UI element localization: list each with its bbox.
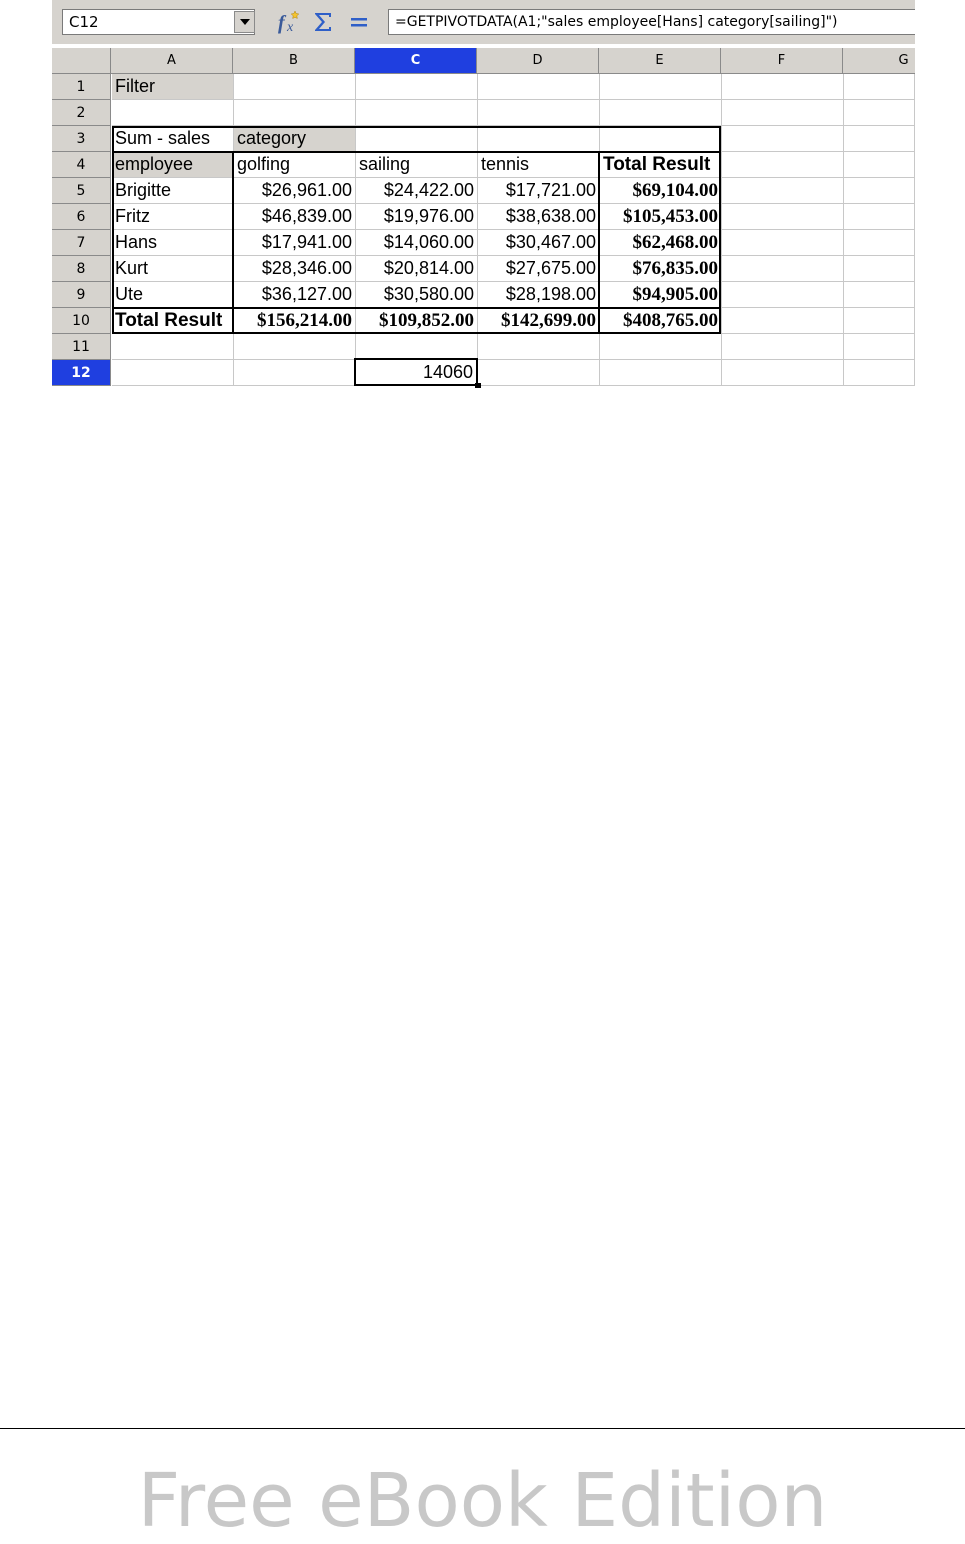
- cell-b9[interactable]: $36,127.00: [234, 282, 356, 308]
- cell-g2[interactable]: [844, 100, 915, 126]
- cell-e6[interactable]: $105,453.00: [600, 204, 722, 230]
- cell-f5[interactable]: [722, 178, 844, 204]
- cell-f10[interactable]: [722, 308, 844, 334]
- cell-f6[interactable]: [722, 204, 844, 230]
- cell-g11[interactable]: [844, 334, 915, 360]
- cell-g8[interactable]: [844, 256, 915, 282]
- row-header-10[interactable]: 10: [52, 308, 111, 334]
- cell-f1[interactable]: [722, 74, 844, 100]
- cell-d12[interactable]: [478, 360, 600, 386]
- equals-button[interactable]: [346, 8, 372, 36]
- select-all-corner[interactable]: [52, 48, 111, 74]
- svg-text:x: x: [287, 20, 294, 35]
- row-header-8[interactable]: 8: [52, 256, 111, 282]
- column-header-b[interactable]: B: [233, 48, 355, 74]
- cell-a12[interactable]: [112, 360, 234, 386]
- cell-g3[interactable]: [844, 126, 915, 152]
- cell-a9[interactable]: Ute: [112, 282, 234, 308]
- cell-g7[interactable]: [844, 230, 915, 256]
- cell-e11[interactable]: [600, 334, 722, 360]
- svg-text:f: f: [278, 12, 285, 34]
- cell-f7[interactable]: [722, 230, 844, 256]
- column-header-f[interactable]: F: [721, 48, 843, 74]
- cell-c6[interactable]: $19,976.00: [356, 204, 478, 230]
- cell-e9[interactable]: $94,905.00: [600, 282, 722, 308]
- formula-bar: [52, 0, 915, 44]
- row-header-5[interactable]: 5: [52, 178, 111, 204]
- cell-a3[interactable]: Sum - sales: [112, 126, 234, 152]
- spreadsheet-window: [52, 0, 915, 388]
- cell-d5[interactable]: $17,721.00: [478, 178, 600, 204]
- cell-b10[interactable]: $156,214.00: [234, 308, 356, 334]
- cell-c2[interactable]: [356, 100, 478, 126]
- cell-a7[interactable]: Hans: [112, 230, 234, 256]
- cell-d7[interactable]: $30,467.00: [478, 230, 600, 256]
- cell-a11[interactable]: [112, 334, 234, 360]
- cell-c5[interactable]: $24,422.00: [356, 178, 478, 204]
- cell-f11[interactable]: [722, 334, 844, 360]
- cell-a10[interactable]: Total Result: [112, 308, 234, 334]
- cell-e10[interactable]: $408,765.00: [600, 308, 722, 334]
- cell-f4[interactable]: [722, 152, 844, 178]
- cell-f9[interactable]: [722, 282, 844, 308]
- column-headers: [52, 48, 915, 74]
- column-header-d[interactable]: D: [477, 48, 599, 74]
- equals-icon: [348, 11, 370, 33]
- row-header-12[interactable]: 12: [52, 360, 111, 386]
- chevron-down-icon: [240, 19, 250, 25]
- sum-button[interactable]: [310, 8, 336, 36]
- column-header-e[interactable]: E: [599, 48, 721, 74]
- cell-a6[interactable]: Fritz: [112, 204, 234, 230]
- row-header-1[interactable]: 1: [52, 74, 111, 100]
- cell-d6[interactable]: $38,638.00: [478, 204, 600, 230]
- fill-handle[interactable]: [475, 383, 481, 388]
- cell-d8[interactable]: $27,675.00: [478, 256, 600, 282]
- cell-f3[interactable]: [722, 126, 844, 152]
- cell-a1[interactable]: Filter: [112, 74, 234, 100]
- cell-f12[interactable]: [722, 360, 844, 386]
- function-wizard-icon: [276, 9, 302, 35]
- cell-d4[interactable]: tennis: [478, 152, 600, 178]
- cell-c1[interactable]: [356, 74, 478, 100]
- cell-b8[interactable]: $28,346.00: [234, 256, 356, 282]
- cell-g1[interactable]: [844, 74, 915, 100]
- cell-b7[interactable]: $17,941.00: [234, 230, 356, 256]
- cell-c3[interactable]: [356, 126, 478, 152]
- sum-icon: [311, 10, 335, 34]
- cell-a8[interactable]: Kurt: [112, 256, 234, 282]
- cell-d11[interactable]: [478, 334, 600, 360]
- cell-c9[interactable]: $30,580.00: [356, 282, 478, 308]
- row-header-2[interactable]: 2: [52, 100, 111, 126]
- cell-g6[interactable]: [844, 204, 915, 230]
- cell-e12[interactable]: [600, 360, 722, 386]
- cell-g10[interactable]: [844, 308, 915, 334]
- cell-b2[interactable]: [234, 100, 356, 126]
- cell-d2[interactable]: [478, 100, 600, 126]
- cell-d10[interactable]: $142,699.00: [478, 308, 600, 334]
- cell-e2[interactable]: [600, 100, 722, 126]
- cell-b3[interactable]: category: [234, 126, 356, 152]
- cell-g12[interactable]: [844, 360, 915, 386]
- cell-d3[interactable]: [478, 126, 600, 152]
- cell-g9[interactable]: [844, 282, 915, 308]
- cell-b12[interactable]: [234, 360, 356, 386]
- cell-a4[interactable]: employee: [112, 152, 234, 178]
- cell-a5[interactable]: Brigitte: [112, 178, 234, 204]
- row-header-4[interactable]: 4: [52, 152, 111, 178]
- cell-e7[interactable]: $62,468.00: [600, 230, 722, 256]
- cell-e4[interactable]: Total Result: [600, 152, 722, 178]
- footer-watermark: Free eBook Edition: [137, 1458, 828, 1544]
- cell-c7[interactable]: $14,060.00: [356, 230, 478, 256]
- cell-d9[interactable]: $28,198.00: [478, 282, 600, 308]
- cell-a2[interactable]: [112, 100, 234, 126]
- cell-c8[interactable]: $20,814.00: [356, 256, 478, 282]
- cell-b5[interactable]: $26,961.00: [234, 178, 356, 204]
- name-box-dropdown-button[interactable]: [234, 11, 255, 33]
- cell-g5[interactable]: [844, 178, 915, 204]
- cell-f8[interactable]: [722, 256, 844, 282]
- cell-e8[interactable]: $76,835.00: [600, 256, 722, 282]
- name-box[interactable]: C12: [62, 9, 255, 35]
- function-wizard-button[interactable]: [276, 8, 302, 36]
- cell-b1[interactable]: [234, 74, 356, 100]
- cell-b6[interactable]: $46,839.00: [234, 204, 356, 230]
- cell-e1[interactable]: [600, 74, 722, 100]
- row-header-7[interactable]: 7: [52, 230, 111, 256]
- active-cell-c12[interactable]: 14060: [354, 358, 478, 386]
- cell-c10[interactable]: $109,852.00: [356, 308, 478, 334]
- column-header-g[interactable]: G: [843, 48, 915, 74]
- row-header-9[interactable]: 9: [52, 282, 111, 308]
- row-header-6[interactable]: 6: [52, 204, 111, 230]
- cell-c4[interactable]: sailing: [356, 152, 478, 178]
- row-header-11[interactable]: 11: [52, 334, 111, 360]
- cell-d1[interactable]: [478, 74, 600, 100]
- footer-divider: [0, 1428, 965, 1429]
- cell-g4[interactable]: [844, 152, 915, 178]
- cell-e3[interactable]: [600, 126, 722, 152]
- cell-f2[interactable]: [722, 100, 844, 126]
- cell-b11[interactable]: [234, 334, 356, 360]
- column-header-c[interactable]: C: [355, 48, 477, 74]
- cell-e5[interactable]: $69,104.00: [600, 178, 722, 204]
- row-header-3[interactable]: 3: [52, 126, 111, 152]
- cell-c11[interactable]: [356, 334, 478, 360]
- column-header-a[interactable]: A: [111, 48, 233, 74]
- cell-b4[interactable]: golfing: [234, 152, 356, 178]
- formula-input[interactable]: =GETPIVOTDATA(A1;"sales employee[Hans] category[sailing]"): [388, 9, 915, 35]
